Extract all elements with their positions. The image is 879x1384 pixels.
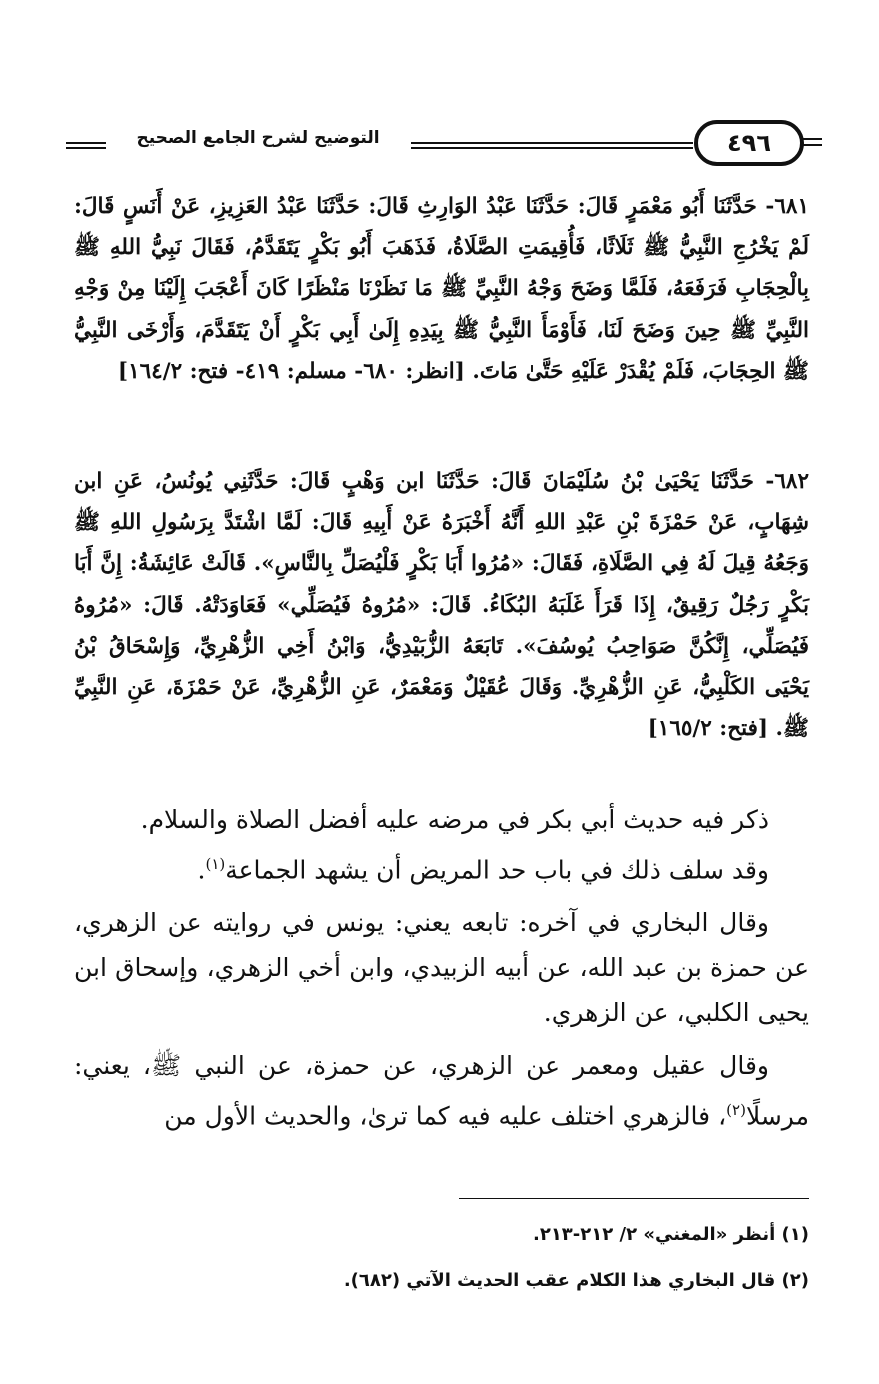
footnote-ref-1[interactable]: (١): [205, 855, 226, 873]
commentary: [74, 797, 809, 1139]
page-number: ٤٩٦: [694, 120, 804, 166]
commentary-paragraph-4: [74, 1043, 809, 1138]
book-title: التوضيح لشرح الجامع الصحيح: [136, 128, 380, 148]
commentary-paragraph-3: وقال البخاري في آخره: تابعه يعني: يونس في روايته عن الزهري، عن حمزة بن عبد الله، عن أبيه الزبيدي، وابن أخي الزهري، وإسحاق ابن يحيى الكلبي، عن الزهري.: [74, 908, 809, 1028]
footnote-separator: [459, 1198, 809, 1199]
commentary-paragraph-1: ذكر فيه حديث أبي بكر في مرضه عليه أفضل الصلاة والسلام.: [140, 805, 769, 834]
footnote-1: (١) أنظر «المغني» ٢/ ٢١٢-٢١٣.: [532, 1224, 809, 1245]
commentary-paragraph-2: [74, 842, 809, 892]
hadith-682: [74, 461, 809, 749]
commentary-paragraph-4-end: ، فالزهري اختلف عليه فيه كما ترىٰ، والحديث الأول من: [164, 1101, 727, 1131]
footnotes: [74, 1212, 809, 1304]
header-rule-middle: [411, 142, 693, 149]
commentary-paragraph-4-text: وقال عقيل ومعمر عن الزهري، عن حمزة، عن النبي ﷺ، يعني: مرسلًا: [74, 1051, 809, 1131]
footnote-ref-2[interactable]: (٢): [726, 1101, 746, 1120]
running-header: [66, 112, 811, 162]
hadith-682-text: ٦٨٢- حَدَّثَنَا يَحْيَىٰ بْنُ سُلَيْمَانَ قَالَ: حَدَّثَنَا ابن وَهْبٍ قَالَ: حَدَّثَنِي يُونُسُ، عَنِ ابن شِهَابٍ، عَنْ حَمْزَةَ بْنِ عَبْدِ اللهِ أَنَّهُ أَخْبَرَهُ عَنْ أَبِيهِ قَالَ: لَمَّا اشْتَدَّ بِرَسُولِ اللهِ ﷺ وَجَعُهُ قِيلَ لَهُ فِي الصَّلَاةِ، فَقَالَ: «مُرُوا أَبَا بَكْرٍ فَلْيُصَلِّ بِالنَّاسِ». قَالَتْ عَائِشَةُ: إِنَّ أَبَا بَكْرٍ رَجُلٌ رَقِيقٌ، إِذَا قَرَأَ غَلَبَهُ البُكَاءُ. قَالَ: «مُرُوهُ فَيُصَلِّي» فَعَاوَدَتْهُ. قَالَ: «مُرُوهُ فَيُصَلِّي، إِنَّكُنَّ صَوَاحِبُ يُوسُفَ». تَابَعَهُ الزُّبَيْدِيُّ، وَابْنُ أَخِي الزُّهْرِيِّ، وَإِسْحَاقُ بْنُ يَحْيَى الكَلْبِيُّ، عَنِ الزُّهْرِيِّ. وَقَالَ عُقَيْلٌ وَمَعْمَرٌ، عَنِ الزُّهْرِيِّ، عَنْ حَمْزَةَ، عَنِ النَّبِيِّ ﷺ. [فتح: ١٦٥/٢]: [74, 469, 809, 742]
commentary-paragraph-2-end: .: [197, 855, 206, 885]
footnote-2: (٢) قال البخاري هذا الكلام عقب الحديث الآتي (٦٨٢).: [343, 1270, 809, 1291]
header-rule-left: [66, 142, 106, 149]
hadith-681: [74, 186, 809, 392]
hadith-681-text: ٦٨١- حَدَّثَنَا أَبُو مَعْمَرٍ قَالَ: حَدَّثَنَا عَبْدُ الوَارِثِ قَالَ: حَدَّثَنَا عَبْدُ العَزِيزِ، عَنْ أَنَسٍ قَالَ: لَمْ يَخْرُجِ النَّبِيُّ ﷺ ثَلَاثًا، فَأُقِيمَتِ الصَّلَاةُ، فَذَهَبَ أَبُو بَكْرٍ يَتَقَدَّمُ، فَقَالَ نَبِيُّ اللهِ ﷺ بِالْحِجَابِ فَرَفَعَهُ، فَلَمَّا وَضَحَ وَجْهُ النَّبِيِّ ﷺ مَا نَظَرْنَا مَنْظَرًا كَانَ أَعْجَبَ إِلَيْنَا مِنْ وَجْهِ النَّبِيِّ ﷺ حِينَ وَضَحَ لَنَا، فَأَوْمَأَ النَّبِيُّ ﷺ بِيَدِهِ إِلَىٰ أَبِي بَكْرٍ أَنْ يَتَقَدَّمَ، وَأَرْخَى النَّبِيُّ ﷺ الحِجَابَ، فَلَمْ يُقْدَرْ عَلَيْهِ حَتَّىٰ مَاتَ. [انظر: ٦٨٠- مسلم: ٤١٩- فتح: ١٦٤/٢]: [74, 194, 809, 384]
commentary-paragraph-2-text: وقد سلف ذلك في باب حد المريض أن يشهد الجماعة: [225, 855, 769, 885]
